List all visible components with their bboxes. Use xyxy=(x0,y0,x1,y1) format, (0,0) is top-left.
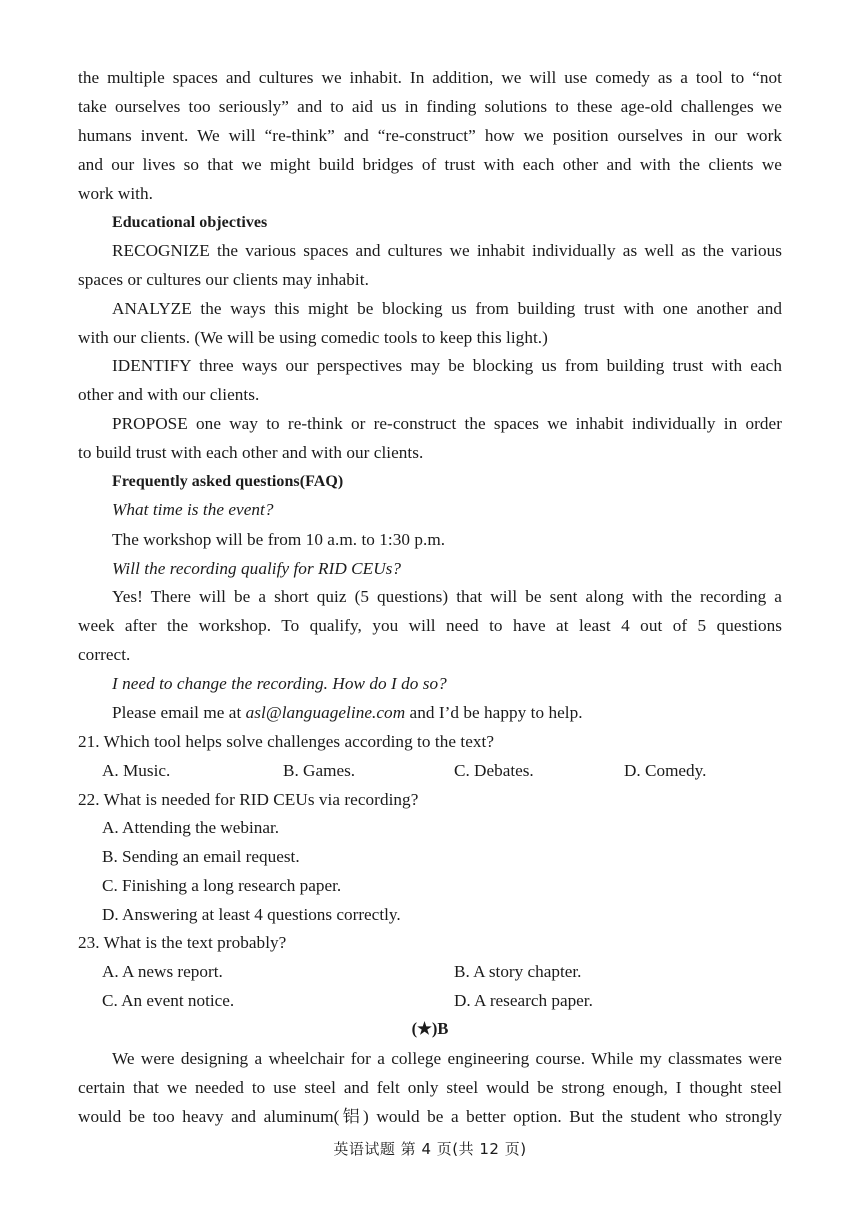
passage-line: the multiple spaces and cultures we inhabit. In addition, we will use comedy as a tool to “not xyxy=(78,68,782,87)
faq-answer: Yes! There will be a short quiz (5 questions) that will be sent along with the recording a xyxy=(112,587,782,606)
objective-line: spaces or cultures our clients may inhabit. xyxy=(78,270,369,289)
objective-line: PROPOSE one way to re-think or re-construct the spaces we inhabit individually in order xyxy=(112,414,782,433)
objective-line: other and with our clients. xyxy=(78,385,260,404)
faq-question: Will the recording qualify for RID CEUs? xyxy=(112,559,402,578)
faq-answer: week after the workshop. To qualify, you will need to have at least 4 out of 5 questions xyxy=(78,616,782,635)
faq-heading: Frequently asked questions(FAQ) xyxy=(112,473,344,490)
passage-line: We were designing a wheelchair for a college engineering course. While my classmates were xyxy=(112,1049,782,1068)
passage-line: humans invent. We will “re-think” and “re-construct” how we position ourselves in our work xyxy=(78,126,782,145)
option-b: B. Games. xyxy=(283,761,356,780)
option-c: C. Finishing a long research paper. xyxy=(102,876,342,895)
objectives-heading: Educational objectives xyxy=(112,214,268,231)
passage-line: work with. xyxy=(78,184,153,203)
question-stem: 23. What is the text probably? xyxy=(78,933,287,952)
option-b: B. Sending an email request. xyxy=(102,847,300,866)
objective-line: RECOGNIZE the various spaces and cultures we inhabit individually as well as the various xyxy=(112,241,782,260)
faq-question: What time is the event? xyxy=(112,500,274,519)
faq-answer xyxy=(112,703,583,723)
faq-answer: correct. xyxy=(78,645,131,664)
passage-line: take ourselves too seriously” and to aid us in finding solutions to these age-old challenges we xyxy=(78,97,782,116)
passage-line: and our lives so that we might build bridges of trust with each other and with the clients we xyxy=(78,155,782,174)
faq-answer: The workshop will be from 10 a.m. to 1:30 p.m. xyxy=(112,530,446,549)
option-c: C. An event notice. xyxy=(102,991,235,1010)
option-d: D. A research paper. xyxy=(454,991,593,1010)
option-d: D. Answering at least 4 questions correctly. xyxy=(102,905,401,924)
email-address: asl@languageline.com xyxy=(245,703,406,722)
option-a: A. Attending the webinar. xyxy=(102,818,280,837)
faq-question: I need to change the recording. How do I do so? xyxy=(112,674,447,693)
objective-line: to build trust with each other and with our clients. xyxy=(78,443,424,462)
option-c: C. Debates. xyxy=(454,761,534,780)
question-stem: 22. What is needed for RID CEUs via recording? xyxy=(78,790,419,809)
faq-answer-suffix: and I’d be happy to help. xyxy=(405,703,583,722)
question-stem: 21. Which tool helps solve challenges according to the text? xyxy=(78,732,495,751)
option-d: D. Comedy. xyxy=(624,761,707,780)
objective-line: ANALYZE the ways this might be blocking us from building trust with one another and xyxy=(112,299,782,318)
option-a: A. A news report. xyxy=(102,962,223,981)
option-b: B. A story chapter. xyxy=(454,962,582,981)
section-heading: (★)B xyxy=(411,1019,449,1038)
page-footer: 英语试题 第 4 页(共 12 页) xyxy=(333,1140,527,1158)
passage-line: certain that we needed to use steel and felt only steel would be strong enough, I thought steel xyxy=(78,1078,782,1097)
objective-line: with our clients. (We will be using comedic tools to keep this light.) xyxy=(78,328,548,347)
objective-line: IDENTIFY three ways our perspectives may be blocking us from building trust with each xyxy=(112,356,782,375)
passage-line: would be too heavy and aluminum(铝) would be a better option. But the student who strongly xyxy=(78,1107,782,1126)
faq-answer-prefix: Please email me at xyxy=(112,703,246,722)
option-a: A. Music. xyxy=(102,761,171,780)
